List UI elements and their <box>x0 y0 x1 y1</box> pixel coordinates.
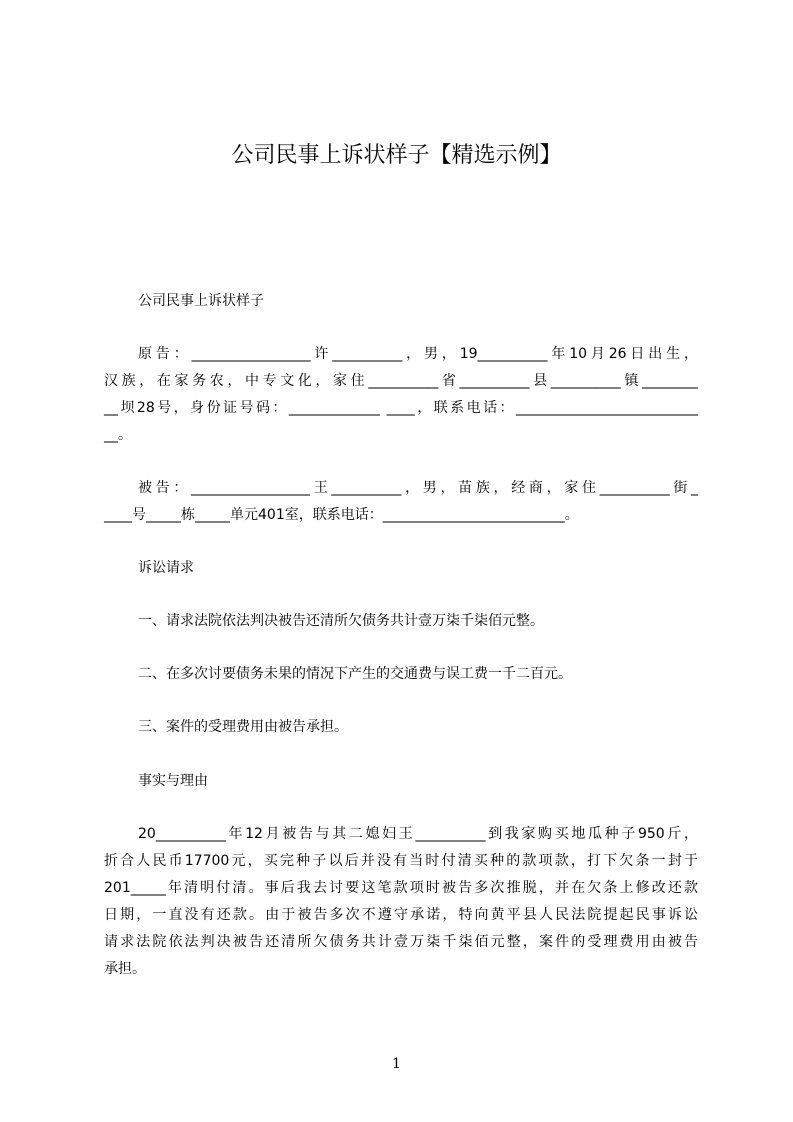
plaintiff-line: __坝28号，身份证号码：_____________ ____，联系电话：__________________________ <box>104 400 698 416</box>
claims-heading: 诉讼请求 <box>138 560 194 576</box>
facts-heading: 事实与理由 <box>138 773 208 789</box>
facts-line: 承担。 <box>104 961 146 977</box>
facts-line: 日期，一直没有还款。由于被告多次不遵守承诺，特向黄平县人民法院提起民事诉讼 <box>104 907 698 923</box>
claim-item-3: 三、案件的受理费用由被告承担。 <box>138 719 348 735</box>
plaintiff-paragraph <box>104 341 698 449</box>
plaintiff-line: 原告：_________________许__________，男，19__________年10月26日出生， <box>138 346 698 362</box>
defendant-line: 被告：_________________王__________，男，苗族，经商，家住__________街_ <box>138 480 698 496</box>
facts-line: 折合人民币17700元，买完种子以后并没有当时付清买种的款项款，打下欠条一封于 <box>104 853 698 869</box>
claim-item-2: 二、在多次讨要债务未果的情况下产生的交通费与误工费一千二百元。 <box>138 666 572 682</box>
defendant-line: ____号_____栋_____单元401室，联系电话：__________________________。 <box>104 507 579 523</box>
claim-item-1: 一、请求法院依法判决被告还清所欠债务共计壹万柒千柒佰元整。 <box>138 613 544 629</box>
plaintiff-line: 汉族，在家务农，中专文化，家住__________省__________县__________镇________ <box>104 373 698 389</box>
facts-paragraph <box>104 821 698 983</box>
plaintiff-line: __。 <box>104 427 132 443</box>
defendant-paragraph <box>104 475 698 529</box>
document-subtitle: 公司民事上诉状样子 <box>138 293 264 309</box>
facts-line: 20__________年12月被告与其二媳妇王__________到我家购买地瓜种子950斤， <box>138 826 698 842</box>
facts-line: 请求法院依法判决被告还清所欠债务共计壹万柒千柒佰元整，案件的受理费用由被告 <box>104 934 698 950</box>
facts-line: 201_____年清明付清。事后我去讨要这笔款项时被告多次推脱，并在欠条上修改还款 <box>104 880 698 896</box>
document-title: 公司民事上诉状样子【精选示例】 <box>231 143 562 168</box>
page-number: 1 <box>392 1056 401 1072</box>
